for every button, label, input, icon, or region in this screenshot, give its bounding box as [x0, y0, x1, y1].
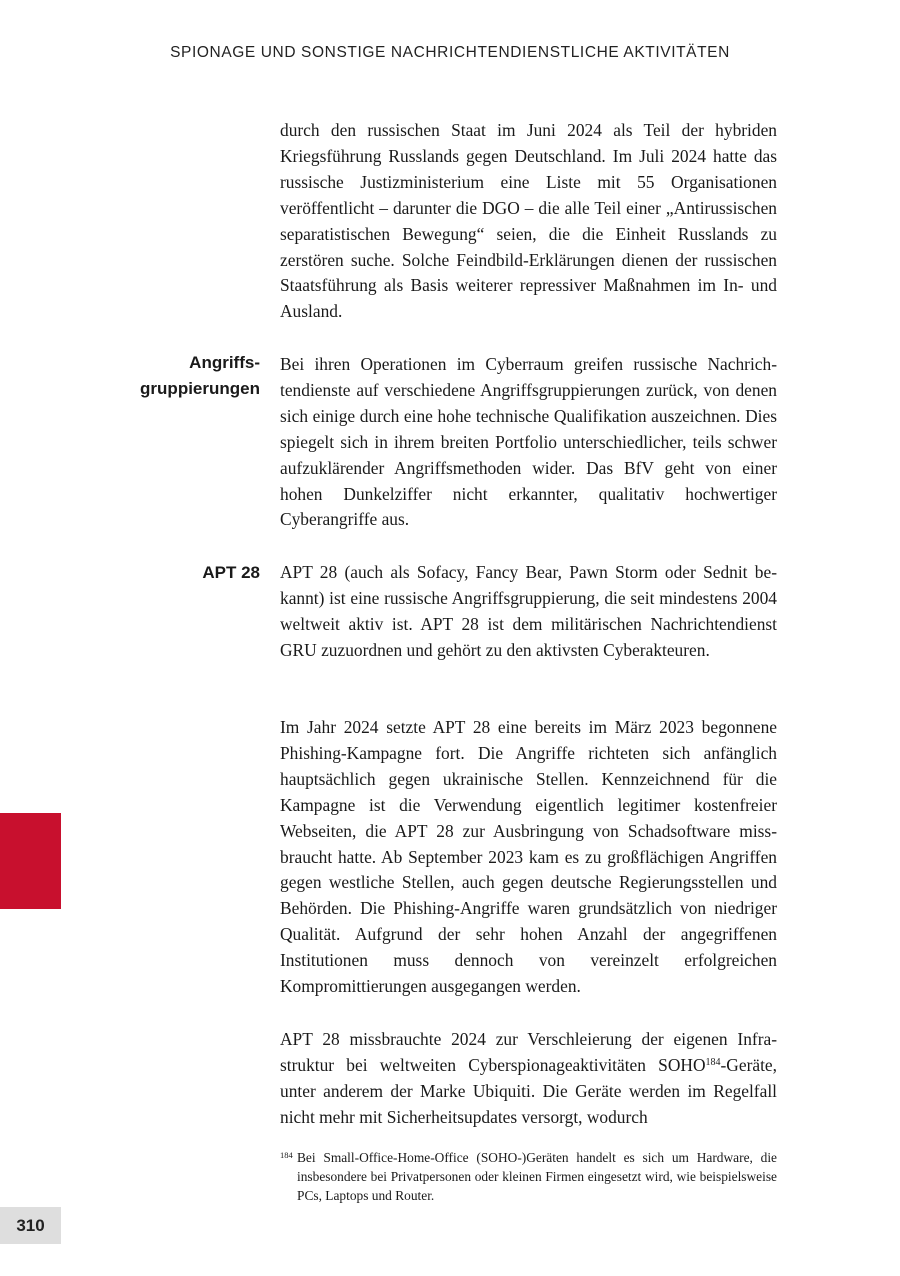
margin-heading-apt28: APT 28	[202, 563, 260, 582]
paragraph-soho-text-start: APT 28 missbrauchte 2024 zur Verschleierung der eigenen Infrastruktur bei weltweiten Cyberspionageaktivitäten SOHO	[280, 1029, 777, 1075]
paragraph-dgo-continuation: durch den russischen Staat im Juni 2024 als Teil der hybriden Kriegsführung Russlands gegen Deutschland. Im Juli 2024 hatte das russische Justizministerium eine Liste mit 55 Organisationen veröffentlicht – darunter die DGO – die alle Teil einer „Antirussischen separatistischen Bewegung“ seien, die die Einheit Russlands zu zerstören suche. Solche Feindbild-Erklärungen dienen der russischen Staatsführung als Basis weiterer repressiver Maßnahmen im In- und Ausland.	[280, 120, 777, 322]
paragraph-soho-text-end: -Geräte, unter anderem der Marke Ubiquiti. Die Geräte werden im Regelfall nicht mehr mit Sicherheitsupdates versorgt, wodurch	[280, 1054, 777, 1127]
paragraph-attack-groups: Bei ihren Operationen im Cyberraum greifen russische Nachrichtendienste auf verschiedene Angriffsgruppierungen zurück, von denen sich einige durch eine hohe technische Qualifikation auszeichnen. Dies spiegelt sich in ihrem breiten Portfolio unterschiedlicher, teils schwer aufzuklärender Angriffsmethoden wider. Das BfV geht von einer hohen Dunkelziffer nicht erkannter, qualitativ hochwertiger Cyberangriffe aus.	[280, 354, 777, 530]
chapter-color-tab	[0, 813, 61, 909]
footnote	[280, 1148, 777, 1205]
paragraph-apt28-intro: APT 28 (auch als Sofacy, Fancy Bear, Pawn Storm oder Sednit bekannt) ist eine russische Angriffsgruppierung, die seit mindestens 2004 weltweit aktiv ist. APT 28 ist dem militärischen Nachrichtendienst GRU zuzuordnen und gehört zu den aktivsten Cyberakteuren.	[280, 562, 777, 660]
paragraph-phishing-campaign: Im Jahr 2024 setzte APT 28 eine bereits im März 2023 begonnene Phishing-Kampagne fort. Die Angriffe richteten sich anfänglich hauptsächlich gegen ukrainische Stellen. Kennzeichnend für die Kampagne ist die Verwendung eigentlich legitimer kostenfreier Webseiten, die APT 28 zur Ausbringung von Schadsoftware missbraucht hatte. Ab September 2023 kam es zu großflächigen Angriffen gegen westliche Stellen, auch gegen deutsche Regierungsstellen und Behörden. Die Phishing-Angriffe waren grundsätzlich von niedriger Qualität. Aufgrund der sehr hohen Anzahl der angegriffenen Institutionen muss dennoch von vereinzelt erfolgreichen Kompromittierungen ausgegangen werden.	[280, 717, 777, 997]
footnote-number: 184	[280, 1150, 293, 1160]
margin-heading-attack-groups: Angriffs- gruppierungen	[140, 353, 260, 398]
page-number: 310	[0, 1207, 61, 1244]
footnote-text: Bei Small-Office-Home-Office (SOHO-)Geräten handelt es sich um Hardware, die insbesondere bei Privatpersonen oder kleinen Firmen eingesetzt wird, wie beispielsweise PCs, Laptops und Router.	[297, 1150, 777, 1203]
running-head: SPIONAGE UND SONSTIGE NACHRICHTENDIENSTLICHE AKTIVITÄTEN	[170, 44, 730, 61]
paragraph-soho-devices	[280, 1027, 777, 1131]
footnote-reference[interactable]: 184	[705, 1056, 721, 1068]
